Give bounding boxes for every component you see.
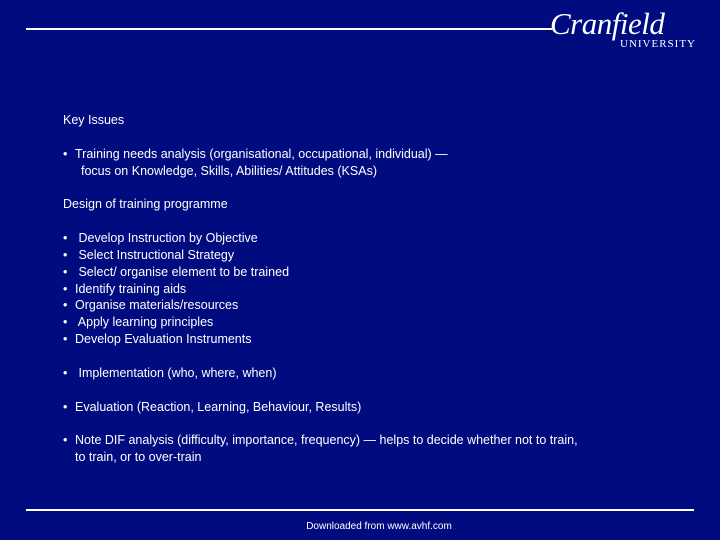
list-item-text: Develop Evaluation Instruments — [75, 331, 252, 346]
tna-text-line1: Training needs analysis (organisational, occupational, individual) — — [75, 146, 448, 161]
slide-content — [63, 112, 683, 466]
design-heading: Design of training programme — [63, 197, 228, 212]
bullet-marker: • — [63, 365, 68, 380]
evaluation-text: Evaluation (Reaction, Learning, Behaviour, Results) — [75, 399, 362, 414]
dif-text-line1: Note DIF analysis (difficulty, importance, frequency) — helps to decide whether not to train, — [75, 433, 578, 448]
logo-name: Cranfield — [550, 6, 665, 41]
implementation-text: Implementation (who, where, when) — [75, 365, 277, 380]
tna-bullet — [63, 146, 683, 163]
list-item-text: Identify training aids — [75, 281, 187, 296]
list-item-text: Select Instructional Strategy — [75, 247, 235, 262]
design-list — [63, 230, 683, 348]
list-item — [63, 230, 683, 247]
footer-source: Downloaded from www.avhf.com — [306, 521, 452, 532]
list-item-text: Select/ organise element to be trained — [75, 264, 290, 279]
bullet-marker: • — [63, 264, 68, 279]
list-item — [63, 264, 683, 281]
key-issues-heading: Key Issues — [63, 113, 125, 127]
cranfield-logo — [550, 7, 710, 49]
bullet-marker: • — [63, 298, 68, 313]
list-item — [63, 331, 683, 348]
list-item-text: Develop Instruction by Objective — [75, 231, 258, 246]
top-divider — [26, 28, 552, 30]
list-item — [63, 314, 683, 331]
bullet-marker: • — [63, 231, 68, 246]
bullet-marker: • — [63, 433, 68, 448]
logo-subtitle: UNIVERSITY — [620, 38, 696, 50]
evaluation-bullet — [63, 399, 683, 416]
bullet-marker: • — [63, 399, 68, 414]
bottom-divider — [26, 509, 694, 511]
bullet-marker: • — [63, 315, 68, 330]
bullet-marker: • — [63, 247, 68, 262]
list-item — [63, 281, 683, 298]
bullet-marker: • — [63, 146, 68, 161]
list-item — [63, 247, 683, 264]
list-item — [63, 297, 683, 314]
dif-bullet — [63, 432, 683, 449]
implementation-bullet — [63, 365, 683, 382]
bullet-marker: • — [63, 331, 68, 346]
list-item-text: Apply learning principles — [75, 315, 214, 330]
list-item-text: Organise materials/resources — [75, 298, 239, 313]
dif-text-line2: to train, or to over-train — [75, 450, 202, 465]
tna-text-line2: focus on Knowledge, Skills, Abilities/ Attitudes (KSAs) — [81, 163, 377, 178]
bullet-marker: • — [63, 281, 68, 296]
